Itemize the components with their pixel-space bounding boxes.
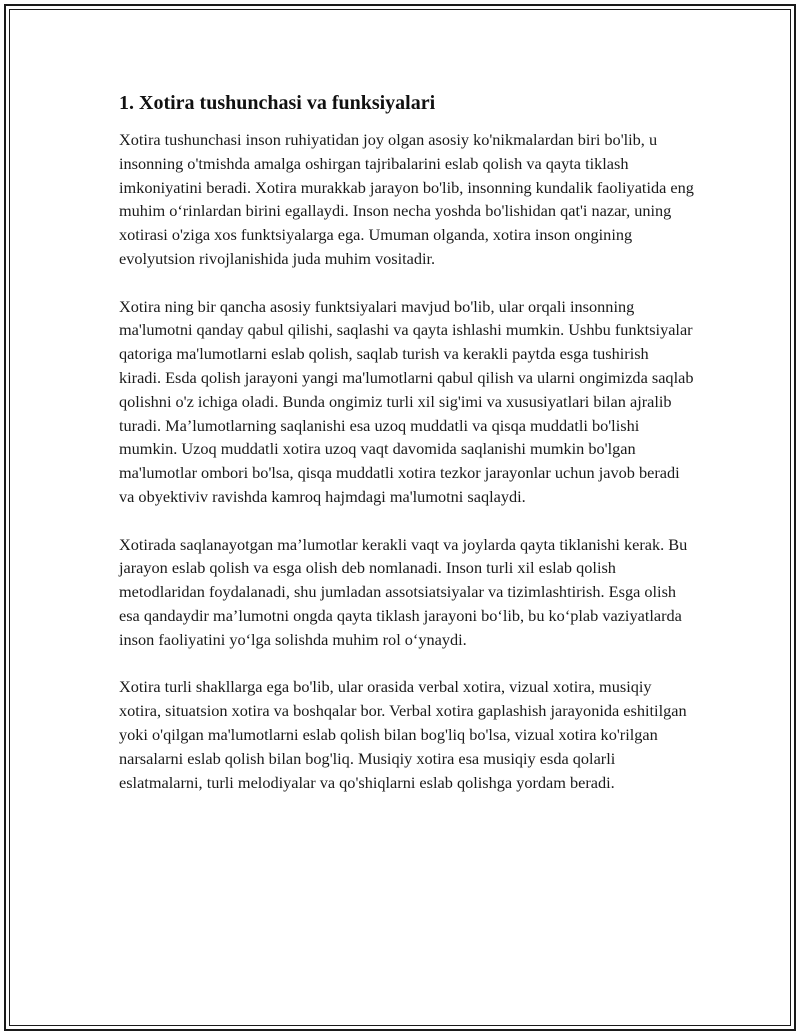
paragraph-memory-concept: Xotira tushunchasi inson ruhiyatidan joy olgan asosiy ko'nikmalardan biri bo'lib, u insonning o'tmishda amalga oshirgan tajribalarini eslab qolish va qayta tiklash imkoniyatini beradi. Xotira murakkab jarayon bo'lib, insonning kundalik faoliyatida eng muhim o‘rinlardan birini egallaydi. Inson necha yoshda bo'lishidan qat'i nazar, uning xotirasi o'ziga xos funktsiyalarga ega. Umuman olganda, xotira inson ongining evolyutsion rivojlanishida juda muhim vositadir. (119, 130, 694, 268)
paragraph-memory-functions: Xotira ning bir qancha asosiy funktsiyalari mavjud bo'lib, ular orqali insonning ma'lumotni qanday qabul qilishi, saqlashi va qayta ishlashi mumkin. Ushbu funktsiyalar qatoriga ma'lumotlarni eslab qolish, saqlab turish va kerakli paytda esga tushirish kiradi. Esda qolish jarayoni yangi ma'lumotlarni qabul qilish va ularni ongimizda saqlab qolishni o'z ichiga oladi. Bunda ongimiz turli xil sig'imi va xususiyatlari bilan ajralib turadi. Ma’lumotlarning saqlanishi esa uzoq muddatli va qisqa muddatli bo'lishi mumkin. Uzoq muddatli xotira uzoq vaqt davomida saqlanishi mumkin bo'lgan ma'lumotlar ombori bo'lsa, qisqa muddatli xotira tezkor jarayonlar uchun javob beradi va obyektiviv ravishda kamroq hajmdagi ma'lumotni saqlaydi. (119, 296, 694, 506)
paragraph-recall: Xotirada saqlanayotgan ma’lumotlar kerakli vaqt va joylarda qayta tiklanishi kerak. Bu jarayon eslab qolish va esga olish deb nomlanadi. Inson turli xil eslab qolish metodlaridan foydalanadi, shu jumladan assotsiatsiyalar va tizimlashtirish. Esga olish esa qandaydir ma’lumotni ongda qayta tiklash jarayoni bo‘lib, bu ko‘plab vaziyatlarda inson faoliyatini yo‘lga solishda muhim rol o‘ynaydi. (119, 534, 688, 649)
section-title: 1. Xotira tushunchasi va funksiyalari (119, 92, 436, 114)
paragraph-memory-types: Xotira turli shakllarga ega bo'lib, ular orasida verbal xotira, vizual xotira, musiqiy xotira, situatsion xotira va boshqalar bor. Verbal xotira gaplashish jarayonida eshitilgan yoki o'qilgan ma'lumotlarni eslab qolish bilan bog'liq bo'lsa, vizual xotira ko'rilgan narsalarni eslab qolish bilan bog'liq. Musiqiy xotira esa musiqiy esda qolarli eslatmalarni, turli melodiyalar va qo'shiqlarni eslab qolishga yordam beradi. (119, 677, 687, 792)
document-body (119, 90, 694, 818)
